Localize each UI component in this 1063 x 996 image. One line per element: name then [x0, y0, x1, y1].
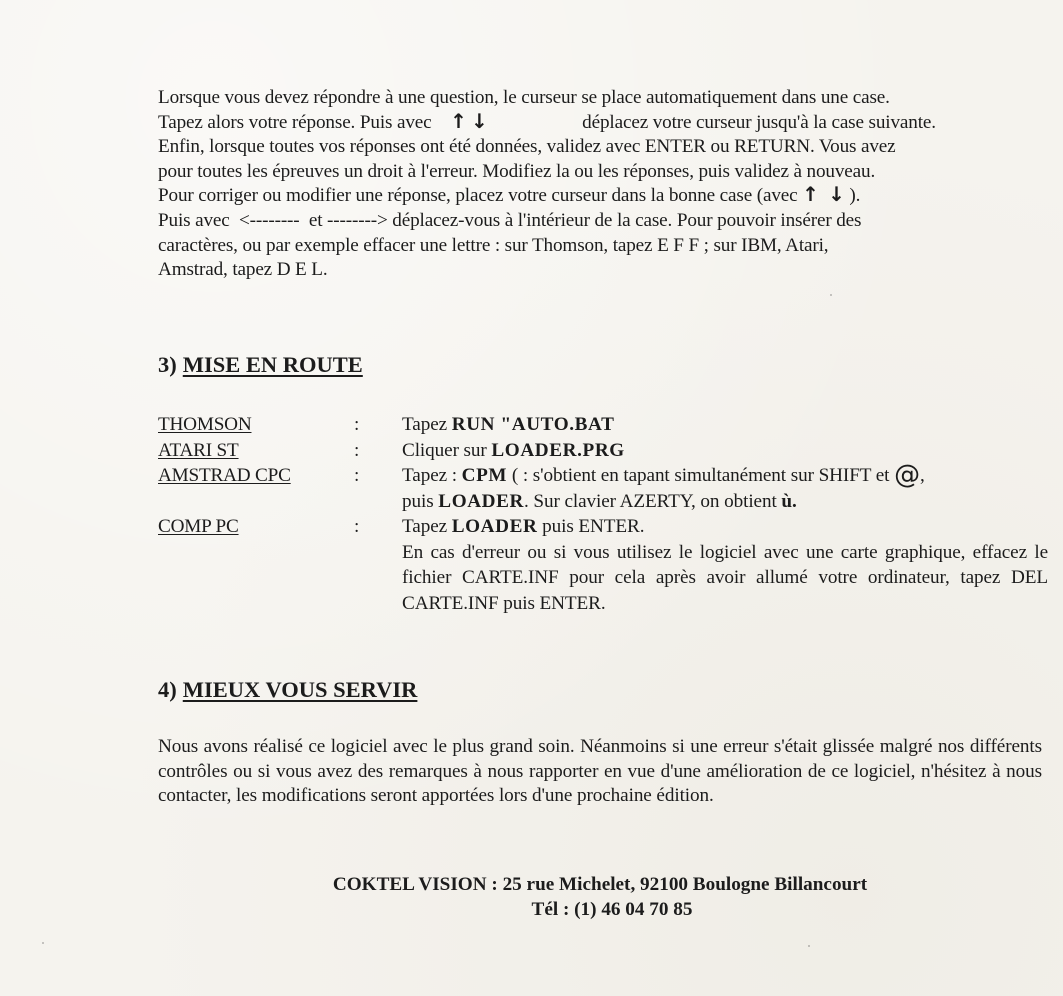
section-title: MIEUX VOUS SERVIR	[182, 677, 418, 702]
instruction-text: puis ENTER.	[537, 516, 645, 537]
system-instruction	[402, 438, 1048, 464]
system-row-amstrad	[158, 460, 1048, 514]
section-title: MISE EN ROUTE	[182, 352, 363, 377]
intro-line-text: ).	[849, 185, 861, 207]
command-text: LOADER.PRG	[491, 439, 625, 461]
intro-line: Amstrad, tapez D E L.	[158, 259, 328, 281]
instructions-paragraph	[158, 86, 1040, 283]
section-number: 4)	[158, 677, 177, 702]
instruction-text: Cliquer sur	[402, 439, 492, 461]
command-text: RUN "AUTO.BAT	[451, 414, 615, 435]
instruction-text: puis	[402, 490, 439, 512]
at-sign-symbol: @	[894, 460, 920, 490]
system-name: ATARI ST	[158, 439, 239, 461]
instruction-text: ( : s'obtient en tapant simultanément sur SHIFT et	[507, 465, 895, 486]
command-text: LOADER	[438, 490, 524, 512]
separator: :	[354, 439, 360, 461]
intro-line: Enfin, lorsque toutes vos réponses ont été données, validez avec ENTER ou RETURN. Vous avez	[158, 136, 896, 158]
pc-note: En cas d'erreur ou si vous utilisez le logiciel avec une carte graphique, effacez le fichier CARTE.INF pour cela après avoir allumé votre ordinateur, tapez DEL CARTE.INF puis ENTER.	[402, 541, 1048, 614]
paper-speck	[808, 945, 810, 947]
section-number: 3)	[158, 352, 177, 377]
command-text: LOADER	[451, 516, 538, 537]
system-instruction	[402, 412, 1048, 438]
system-instructions	[158, 412, 1048, 616]
paper-speck	[830, 294, 832, 296]
arrow-down-icon: ↓	[828, 182, 845, 207]
symbol-text: ù.	[781, 490, 797, 512]
command-text: CPM	[461, 465, 508, 486]
instruction-text: Tapez :	[402, 465, 462, 486]
company-phone: Tél : (1) 46 04 70 85	[531, 899, 693, 920]
system-row-pc	[158, 514, 1048, 616]
intro-line-text: déplacez votre curseur jusqu'à la case suivante.	[582, 111, 936, 133]
instruction-text: Tapez	[402, 516, 452, 537]
section-heading-mise-en-route	[158, 352, 363, 378]
intro-line: caractères, ou par exemple effacer une lettre : sur Thomson, tapez E F F ; sur IBM, Atari,	[158, 234, 829, 256]
instruction-text: Tapez	[402, 414, 452, 435]
feedback-paragraph: Nous avons réalisé ce logiciel avec le plus grand soin. Néanmoins si une erreur s'était glissée malgré nos différents contrôles ou si vous avez des remarques à nous rapporter en vue d'une amélioration de ce logiciel, n'hésitez à nous contacter, les modifications seront apportées lors d'une prochaine édition.	[158, 736, 1042, 807]
system-instruction: Tapez : CPM ( : s'obtient en tapant simultanément sur SHIFT et @, puis LOADER. Sur clavier AZERTY, on obtient ù.	[402, 460, 925, 512]
arrow-keys-icon	[436, 108, 582, 136]
separator: :	[354, 414, 360, 435]
arrow-up-icon: ↑	[450, 108, 471, 133]
arrow-down-icon: ↓	[470, 108, 492, 133]
system-name: AMSTRAD CPC	[158, 465, 291, 486]
intro-line-text: Pour corriger ou modifier une réponse, placez votre curseur dans la bonne case (avec	[158, 185, 798, 207]
separator: :	[354, 516, 360, 537]
company-address: COKTEL VISION : 25 rue Michelet, 92100 Boulogne Billancourt	[332, 874, 868, 895]
arrow-up-icon: ↑	[802, 182, 819, 207]
intro-line: Puis avec <-------- et --------> déplacez-vous à l'intérieur de la case. Pour pouvoir insérer des	[158, 209, 862, 231]
separator: :	[354, 465, 360, 486]
intro-line: pour toutes les épreuves un droit à l'erreur. Modifiez la ou les réponses, puis validez à nouveau.	[158, 160, 876, 182]
system-row-thomson	[158, 412, 1048, 438]
intro-line: Lorsque vous devez répondre à une question, le curseur se place automatiquement dans une case.	[158, 87, 890, 108]
paper-speck	[42, 942, 44, 944]
section-heading-mieux-vous-servir	[158, 677, 417, 703]
instruction-text: . Sur clavier AZERTY, on obtient	[524, 490, 782, 512]
system-name: COMP PC	[158, 516, 239, 537]
intro-line	[158, 184, 1040, 209]
intro-line-text: Tapez alors votre réponse. Puis avec	[158, 111, 432, 133]
system-instruction	[402, 514, 1048, 616]
intro-line	[158, 108, 1040, 136]
contact-block	[158, 872, 1042, 922]
system-name: THOMSON	[158, 414, 252, 435]
